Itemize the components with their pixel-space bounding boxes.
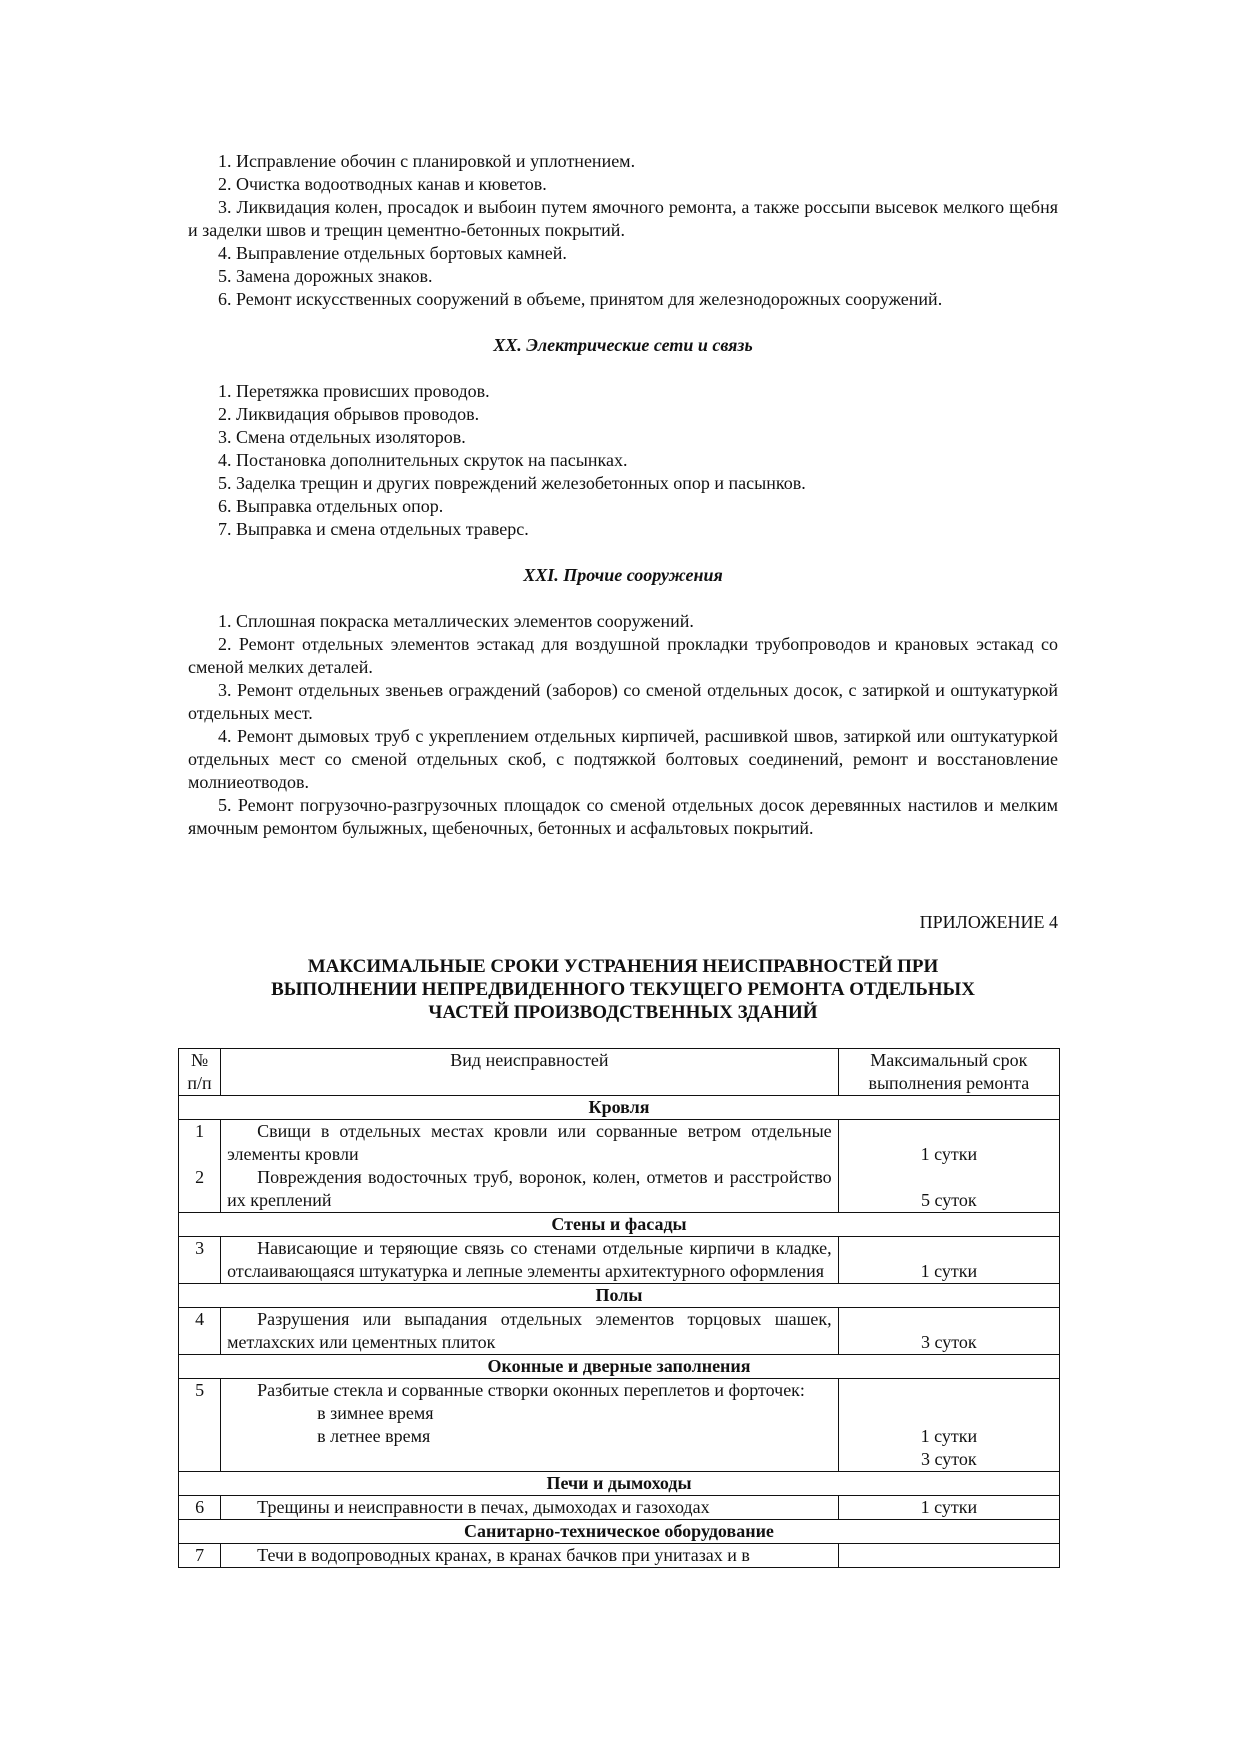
row-sub-desc: в летнее время: [317, 1426, 431, 1446]
row-num: 6: [179, 1496, 221, 1520]
list-item: 3. Ремонт отдельных звеньев ограждений (заборов) со сменой отдельных досок, с затиркой и оштукатуркой отдельных мест.: [188, 680, 1058, 723]
list-item: 5. Замена дорожных знаков.: [218, 266, 433, 286]
list-item: 2. Очистка водоотводных канав и кюветов.: [218, 174, 547, 194]
row-num: 3: [179, 1237, 221, 1284]
row-desc: Разбитые стекла и сорванные створки оконных переплетов и форточек:: [257, 1380, 805, 1400]
list-item: 1. Сплошная покраска металлических элементов сооружений.: [218, 611, 694, 631]
row-term: [838, 1544, 1059, 1568]
appendix-label: ПРИЛОЖЕНИЕ 4: [919, 912, 1058, 932]
row-num: 4: [179, 1308, 221, 1355]
section-21-title: XXI. Прочие сооружения: [523, 565, 723, 585]
category-row: [179, 1355, 1060, 1379]
row-term-cell: [838, 1120, 1059, 1213]
row-desc-cell: [221, 1379, 839, 1472]
row-desc-cell: [221, 1120, 839, 1213]
header-term: [838, 1049, 1059, 1096]
section-19-list: [188, 150, 1058, 311]
category-windows: Оконные и дверные заполнения: [179, 1355, 1060, 1379]
row-desc-cell: [221, 1237, 839, 1284]
table-header-row: [179, 1049, 1060, 1096]
row-desc: Трещины и неисправности в печах, дымоходах и газоходах: [257, 1497, 710, 1517]
row-num: 2: [195, 1167, 205, 1187]
row-term: 3 суток: [838, 1308, 1059, 1355]
row-term: 1 сутки: [838, 1237, 1059, 1284]
header-term-line1: Максимальный срок: [870, 1050, 1028, 1070]
row-desc: Нависающие и теряющие связь со стенами отдельные кирпичи в кладке, отслаивающаяся штукатурка и лепные элементы архитектурного оформления: [227, 1238, 832, 1281]
list-item: 4. Выправление отдельных бортовых камней.: [218, 243, 567, 263]
row-term: 3 суток: [921, 1449, 977, 1469]
header-desc: Вид неисправностей: [221, 1049, 839, 1096]
row-num-cell: [179, 1120, 221, 1213]
list-item: 4. Постановка дополнительных скруток на пасынках.: [218, 450, 628, 470]
header-num-line1: №: [190, 1050, 209, 1070]
category-roof: Кровля: [179, 1096, 1060, 1120]
table-row: [179, 1496, 1060, 1520]
list-item: 6. Ремонт искусственных сооружений в объеме, принятом для железнодорожных сооружений.: [218, 289, 943, 309]
category-row: [179, 1284, 1060, 1308]
table-row: [179, 1379, 1060, 1472]
table-row: [179, 1237, 1060, 1284]
defects-table: [178, 1048, 1060, 1568]
main-title-line: МАКСИМАЛЬНЫЕ СРОКИ УСТРАНЕНИЯ НЕИСПРАВНОСТЕЙ ПРИ: [307, 956, 939, 977]
category-walls: Стены и фасады: [179, 1213, 1060, 1237]
list-item: 6. Выправка отдельных опор.: [218, 496, 444, 516]
category-stoves: Печи и дымоходы: [179, 1472, 1060, 1496]
row-term: 5 суток: [921, 1190, 977, 1210]
header-num: [179, 1049, 221, 1096]
section-20-title: XX. Электрические сети и связь: [493, 335, 753, 355]
list-item: 2. Ремонт отдельных элементов эстакад для воздушной прокладки трубопроводов и крановых эстакад со сменой мелких деталей.: [188, 634, 1058, 677]
row-desc: Разрушения или выпадания отдельных элементов торцовых шашек, метлахских или цементных плиток: [227, 1309, 832, 1352]
list-item: 3. Смена отдельных изоляторов.: [218, 427, 466, 447]
main-title-line: ЧАСТЕЙ ПРОИЗВОДСТВЕННЫХ ЗДАНИЙ: [428, 1002, 818, 1023]
header-num-line2: п/п: [187, 1073, 212, 1093]
category-row: [179, 1472, 1060, 1496]
list-item: 3. Ликвидация колен, просадок и выбоин путем ямочного ремонта, а также россыпи высевок мелкого щебня и заделки швов и трещин цементно-бетонных покрытий.: [188, 197, 1058, 240]
header-term-line2: выполнения ремонта: [868, 1073, 1030, 1093]
row-num: 5: [179, 1379, 221, 1472]
row-term: 1 сутки: [838, 1496, 1059, 1520]
row-desc-cell: [221, 1544, 839, 1568]
list-item: 2. Ликвидация обрывов проводов.: [218, 404, 480, 424]
table-row: [179, 1120, 1060, 1213]
list-item: 4. Ремонт дымовых труб с укреплением отдельных кирпичей, расшивкой швов, затиркой или оштукатуркой отдельных мест со сменой отдельных скоб, с подтяжкой болтовых соединений, ремонт и восстановление молниеотводов.: [188, 726, 1058, 792]
row-term: 1 сутки: [920, 1144, 978, 1164]
main-title-line: ВЫПОЛНЕНИИ НЕПРЕДВИДЕННОГО ТЕКУЩЕГО РЕМОНТА ОТДЕЛЬНЫХ: [271, 979, 975, 1000]
category-row: [179, 1096, 1060, 1120]
main-title: [188, 955, 1058, 1024]
row-term: 1 сутки: [920, 1426, 978, 1446]
row-num: 7: [179, 1544, 221, 1568]
list-item: 1. Исправление обочин с планировкой и уплотнением.: [218, 151, 636, 171]
category-row: [179, 1520, 1060, 1544]
list-item: 1. Перетяжка провисших проводов.: [218, 381, 490, 401]
row-term-cell: [838, 1379, 1059, 1472]
table-row: [179, 1308, 1060, 1355]
category-floors: Полы: [179, 1284, 1060, 1308]
category-sanitary: Санитарно-техническое оборудование: [179, 1520, 1060, 1544]
row-desc: Течи в водопроводных кранах, в кранах бачков при унитазах и в: [257, 1545, 750, 1565]
category-row: [179, 1213, 1060, 1237]
row-desc: Свищи в отдельных местах кровли или сорванные ветром отдельные элементы кровли: [227, 1121, 832, 1164]
table-row: [179, 1544, 1060, 1568]
list-item: 5. Ремонт погрузочно-разгрузочных площадок со сменой отдельных досок деревянных настилов и мелким ямочным ремонтом булыжных, щебеночных, бетонных и асфальтовых покрытий.: [188, 795, 1058, 838]
section-21-list: [188, 610, 1058, 840]
row-desc-cell: [221, 1496, 839, 1520]
section-20-list: [188, 380, 1058, 541]
row-desc-cell: [221, 1308, 839, 1355]
list-item: 7. Выправка и смена отдельных траверс.: [218, 519, 529, 539]
row-sub-desc: в зимнее время: [317, 1403, 434, 1423]
list-item: 5. Заделка трещин и других повреждений железобетонных опор и пасынков.: [218, 473, 806, 493]
row-num: 1: [195, 1121, 205, 1141]
row-desc: Повреждения водосточных труб, воронок, колен, отметов и расстройство их креплений: [227, 1167, 832, 1210]
